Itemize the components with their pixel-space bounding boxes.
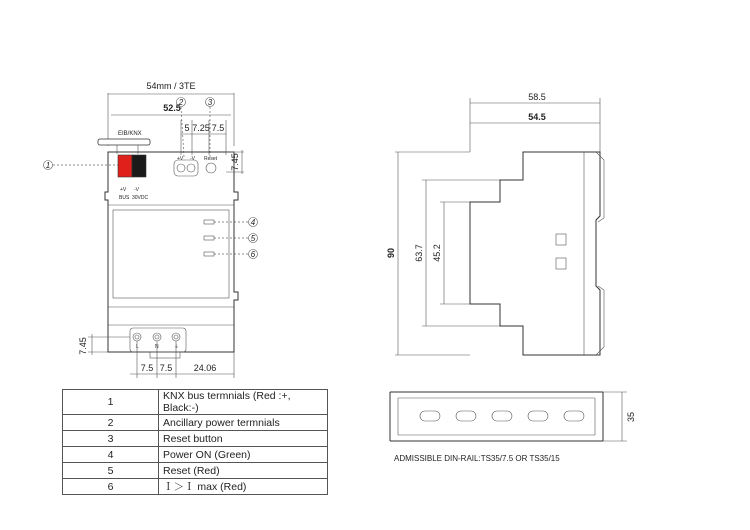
mv-label: -V xyxy=(190,156,195,162)
dim-63-7: 63.7 xyxy=(414,244,424,262)
legend-number: 5 xyxy=(63,463,159,479)
dim-7-45-top: 7.45 xyxy=(230,153,240,171)
dim-52-5: 52.5 xyxy=(163,103,181,113)
legend-row xyxy=(63,415,328,431)
legend-number: 1 xyxy=(63,390,159,415)
legend-row xyxy=(63,447,328,463)
legend-row xyxy=(63,479,328,495)
rail-caption: ADMISSIBLE DIN-RAIL:TS35/7.5 OR TS35/15 xyxy=(394,454,560,463)
legend-number: 3 xyxy=(63,431,159,447)
callout-1: 1 xyxy=(45,161,51,170)
terminal-l: L xyxy=(136,344,139,350)
front-view xyxy=(44,81,258,378)
dim-7-5-b1: 7.5 xyxy=(140,363,154,373)
plus-v-label: +V xyxy=(120,187,127,193)
legend-description: Ｉ＞Ｉ max (Red) xyxy=(159,479,328,495)
pv-label: +V xyxy=(177,156,184,162)
legend-description: Reset (Red) xyxy=(159,463,328,479)
dim-58-5: 58.5 xyxy=(528,92,546,102)
callout-4: 4 xyxy=(250,218,256,227)
vdc-label: 30VDC xyxy=(132,195,149,201)
legend-description: Reset button xyxy=(159,431,328,447)
dim-45-2: 45.2 xyxy=(432,244,442,262)
din-rail xyxy=(390,392,636,463)
legend-description: Power ON (Green) xyxy=(159,447,328,463)
dim-90: 90 xyxy=(386,247,396,259)
dim-width-label: 54mm / 3TE xyxy=(146,81,196,91)
dim-7-5-b2: 7.5 xyxy=(159,363,173,373)
callout-5: 5 xyxy=(250,234,256,243)
legend-number: 2 xyxy=(63,415,159,431)
dim-35: 35 xyxy=(626,411,636,423)
legend-row xyxy=(63,390,328,415)
side-view xyxy=(386,92,604,355)
legend-number: 4 xyxy=(63,447,159,463)
legend-table xyxy=(62,389,328,495)
legend-number: 6 xyxy=(63,479,159,495)
legend-body xyxy=(63,390,328,495)
reset-label: Reset xyxy=(204,156,218,162)
bus-label: BUS xyxy=(119,195,130,201)
dim-54-5: 54.5 xyxy=(528,112,546,122)
legend-row xyxy=(63,463,328,479)
legend-row xyxy=(63,431,328,447)
terminal-pe: ⏚ xyxy=(174,344,180,350)
dim-5: 5 xyxy=(184,123,190,133)
dim-7-45-bottom: 7.45 xyxy=(78,337,88,355)
legend-description: KNX bus termnials (Red :+, Black:-) xyxy=(159,390,328,415)
minus-v-label: -V xyxy=(134,187,139,193)
dim-24-06: 24.06 xyxy=(193,363,217,373)
callout-6: 6 xyxy=(250,250,256,259)
legend-description: Ancillary power termnials xyxy=(159,415,328,431)
callout-2: 2 xyxy=(178,98,184,107)
eib-label: EIB/KNX xyxy=(118,131,142,137)
terminal-n: N xyxy=(155,344,159,350)
dim-7-25: 7.25 xyxy=(192,123,210,133)
dim-7-5-top: 7.5 xyxy=(211,123,225,133)
callout-3: 3 xyxy=(207,98,213,107)
